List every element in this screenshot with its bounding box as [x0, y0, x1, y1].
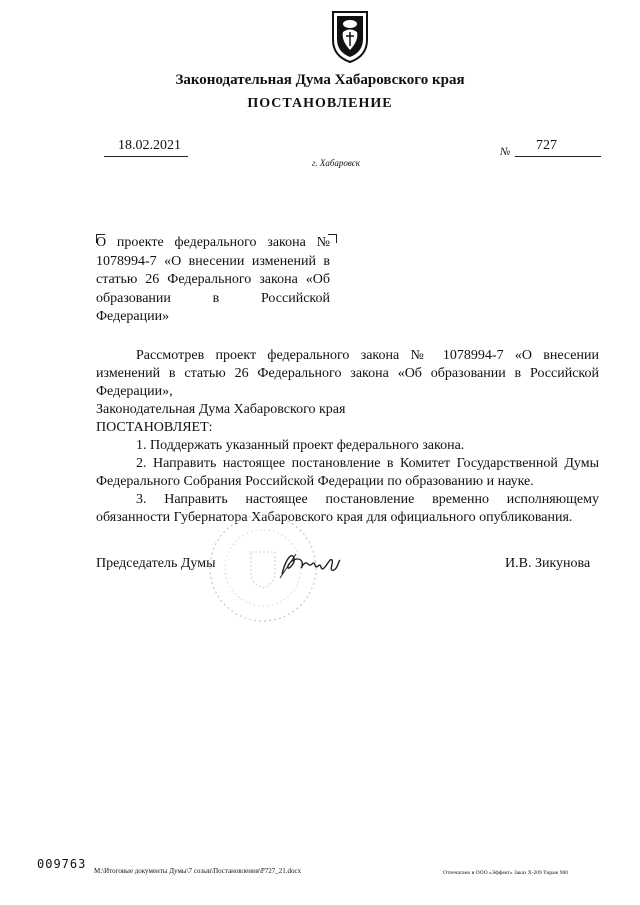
resolution-item-1: 1. Поддержать указанный проект федерального закона.	[136, 438, 465, 453]
date-underline	[104, 156, 188, 157]
footer-print-note: Отпечатано в ООО «Эффект» Заказ Х-209 Тираж 900	[443, 870, 568, 876]
document-number: 727	[536, 138, 557, 153]
resolution-item-2: 2. Направить настоящее постановление в Комитет Государственной Думы Федерального Собрания Российской Федерации по образованию и науке.	[96, 456, 599, 489]
resolution-item-3: 3. Направить настоящее постановление временно исполняющему обязанности Губернатора Хабаровского края для официального опубликования.	[96, 492, 599, 525]
document-title: О проекте федерального закона № 1078994-7 «О внесении изменений в статью 26 Федерального закона «Об образовании в Российской Федерации»	[96, 235, 330, 324]
document-date: 18.02.2021	[118, 138, 181, 153]
footer-file-path: M:\Итоговые документы Думы\7 созыв\Постановления\P727_21.docx	[94, 867, 302, 875]
resolves-heading: ПОСТАНОВЛЯЕТ:	[96, 420, 213, 435]
coat-of-arms-icon	[329, 10, 371, 64]
document-type: ПОСТАНОВЛЕНИЕ	[247, 96, 393, 111]
signatory-name: И.В. Зикунова	[505, 556, 591, 571]
organization-name: Законодательная Дума Хабаровского края	[175, 72, 465, 88]
intro-authority: Законодательная Дума Хабаровского края	[96, 402, 346, 417]
document-body	[96, 347, 599, 527]
footer-code: 009763	[37, 857, 87, 871]
signatory-title: Председатель Думы	[96, 556, 216, 571]
intro-paragraph: Рассмотрев проект федерального закона № 1078994-7 «О внесении изменений в статью 26 Федерального закона «Об образовании в Российской Федерации»,	[96, 348, 599, 399]
number-sign: №	[500, 146, 511, 158]
chairman-signature	[278, 548, 342, 580]
number-underline	[515, 156, 601, 157]
document-place: г. Хабаровск	[312, 158, 360, 168]
